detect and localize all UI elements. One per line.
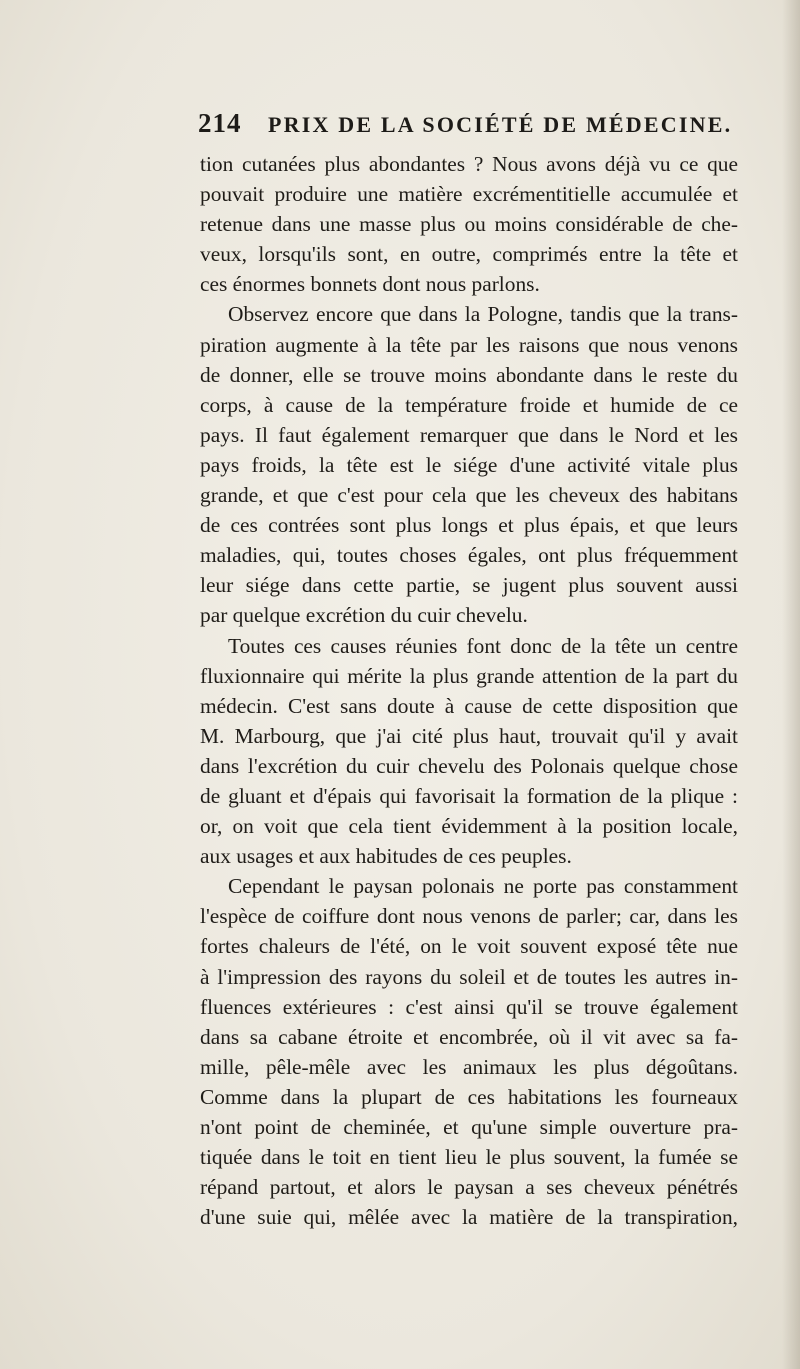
text-line: de gluant et d'épais qui favorisait la formation de la plique :: [200, 783, 738, 808]
text-line: Observez encore que dans la Pologne, tandis que la trans-: [228, 302, 738, 327]
text-line: fluences extérieures : c'est ainsi qu'il se trouve également: [200, 994, 738, 1019]
text-line: mille, pêle-mêle avec les animaux les plus dégoûtans.: [200, 1054, 738, 1079]
text-line: tiquée dans le toit en tient lieu le plus souvent, la fumée se: [200, 1145, 738, 1170]
text-line: fluxionnaire qui mérite la plus grande attention de la part du: [200, 663, 738, 688]
running-title: PRIX DE LA SOCIÉTÉ DE MÉDECINE.: [268, 112, 733, 137]
text-line: par quelque excrétion du cuir chevelu.: [200, 603, 528, 628]
text-line: à l'impression des rayons du soleil et de toutes les autres in-: [200, 964, 738, 989]
text-line: aux usages et aux habitudes de ces peuples.: [200, 844, 572, 869]
paragraph: [200, 631, 738, 872]
paragraph: [200, 871, 738, 1232]
text-line: Cependant le paysan polonais ne porte pas constamment: [228, 874, 738, 899]
text-line: ces énormes bonnets dont nous parlons.: [200, 272, 540, 297]
text-line: pouvait produire une matière excrémentitielle accumulée et: [200, 182, 738, 207]
text-line: or, on voit que cela tient évidemment à la position locale,: [200, 814, 738, 839]
text-line: n'ont point de cheminée, et qu'une simple ouverture pra-: [200, 1115, 738, 1139]
text-line: médecin. C'est sans doute à cause de cette disposition que: [200, 693, 738, 718]
text-line: Comme dans la plupart de ces habitations les fourneaux: [200, 1084, 738, 1109]
text-line: retenue dans une masse plus ou moins considérable de che-: [200, 212, 738, 237]
text-line: d'une suie qui, mêlée avec la matière de la transpiration,: [200, 1205, 738, 1230]
text-line: M. Marbourg, que j'ai cité plus haut, trouvait qu'il y avait: [200, 723, 738, 748]
text-line: pays. Il faut également remarquer que dans le Nord et les: [200, 422, 738, 447]
text-line: corps, à cause de la température froide et humide de ce: [200, 392, 738, 417]
page-number: 214: [198, 108, 242, 138]
text-line: dans l'excrétion du cuir chevelu des Polonais quelque chose: [200, 753, 738, 778]
running-header: [198, 108, 798, 148]
page-edge-shadow: [782, 0, 800, 1369]
text-line: pays froids, la tête est le siége d'une activité vitale plus: [200, 452, 738, 477]
text-line: piration augmente à la tête par les raisons que nous venons: [200, 332, 738, 357]
body-text: [200, 149, 738, 1232]
text-line: leur siége dans cette partie, se jugent plus souvent aussi: [200, 573, 738, 598]
text-line: fortes chaleurs de l'été, on le voit souvent exposé tête nue: [200, 934, 738, 959]
paragraph: [200, 299, 738, 630]
text-line: tion cutanées plus abondantes ? Nous avons déjà vu ce que: [200, 152, 738, 176]
text-line: de donner, elle se trouve moins abondante dans le reste du: [200, 362, 738, 387]
text-line: maladies, qui, toutes choses égales, ont plus fréquemment: [200, 543, 738, 568]
text-line: l'espèce de coiffure dont nous venons de parler; car, dans les: [200, 904, 738, 929]
text-line: grande, et que c'est pour cela que les cheveux des habitans: [200, 483, 738, 508]
text-line: dans sa cabane étroite et encombrée, où il vit avec sa fa-: [200, 1024, 738, 1049]
paragraph: [200, 149, 738, 299]
text-line: Toutes ces causes réunies font donc de la tête un centre: [228, 633, 738, 658]
text-line: de ces contrées sont plus longs et plus épais, et que leurs: [200, 513, 738, 538]
text-line: répand partout, et alors le paysan a ses cheveux pénétrés: [200, 1175, 738, 1200]
text-line: veux, lorsqu'ils sont, en outre, comprimés entre la tête et: [200, 242, 738, 267]
